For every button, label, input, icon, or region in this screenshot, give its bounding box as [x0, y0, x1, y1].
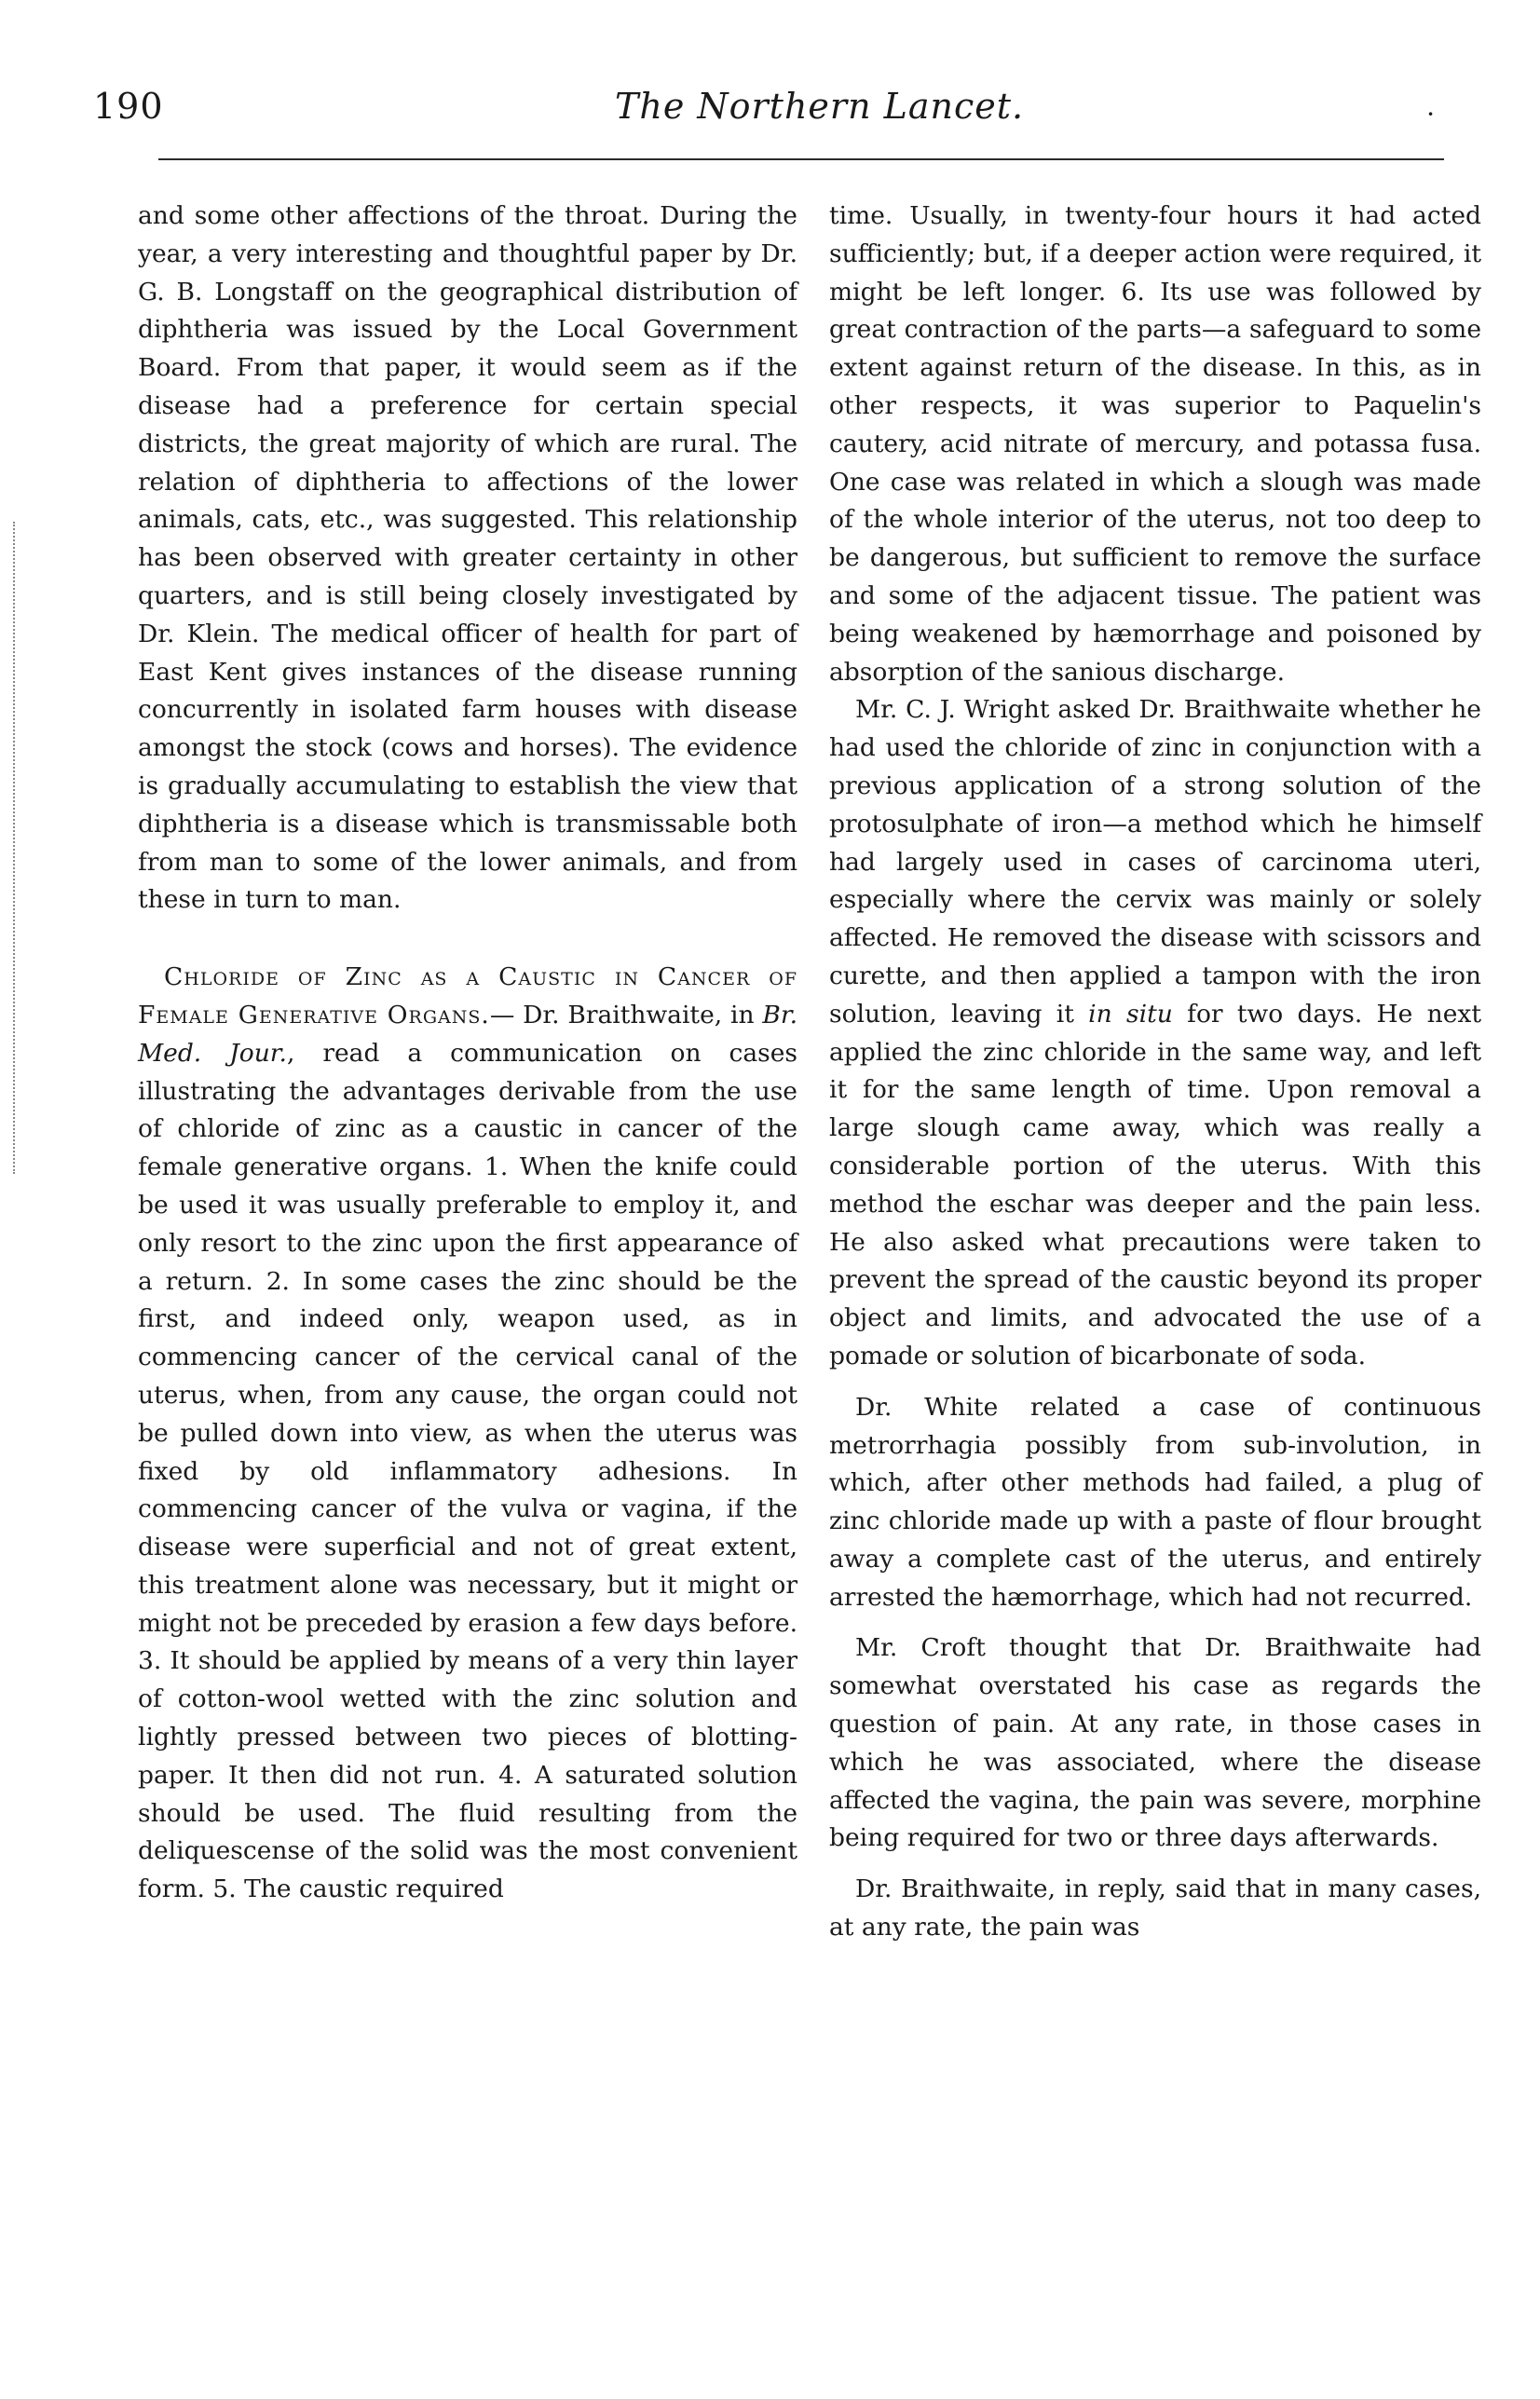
paragraph-chloride-of-zinc	[138, 959, 797, 1909]
paragraph-diphtheria: and some other affections of the throat. During the year, a very interesting and thoughtful paper by Dr. G. B. Longstaff on the geographical distribution of diphtheria was issued by the Local Government Board. From that paper, it would seem as if the disease had a preference for certain special districts, the great majority of which are rural. The relation of diphtheria to affections of the lower animals, cats, etc., was suggested. This relationship has been observed with greater certainty in other quarters, and is still being closely investigated by Dr. Klein. The medical officer of health for part of East Kent gives instances of the disease running concurrently in isolated farm houses with disease amongst the stock (cows and horses). The evidence is gradually accumulating to establish the view that diphtheria is a disease which is transmissable both from man to some of the lower animals, and from these in turn to man.	[138, 201, 797, 915]
paragraph-text: Mr. C. J. Wright asked Dr. Braithwaite whether he had used the chloride of zinc in conjunction with a previous application of a strong solution of the protosulphate of iron—a method which he himself had largely used in cases of carcinoma uteri, especially where the cervix was mainly or solely affected. He removed the disease with scissors and curette, and then applied a tampon with the iron solution, leaving it	[829, 695, 1481, 1029]
right-column	[829, 198, 1481, 1947]
paragraph-text: for two days. He next applied the zinc chloride in the same way, and left it for the same length of time. Upon removal a large slough came away, which was really a considerable portion of the uterus. With this method the eschar was deeper and the pain less. He also asked what precautions were taken to prevent the spread of the caustic beyond its proper object and limits, and advocated the use of a pomade or solution of bicarbonate of soda.	[829, 999, 1482, 1370]
page-header	[93, 86, 1472, 142]
margin-dotted-line	[13, 522, 19, 1174]
header-rule	[158, 158, 1444, 160]
journal-citation: Br. Med. Jour.	[138, 1000, 797, 1068]
paragraph-white: Dr. White related a case of continuous metrorrhagia possibly from sub-involution, in which, after other methods had failed, a plug of zinc chloride made up with a paste of flour brought away a complete cast of the uterus, and entirely arrested the hæmorrhage, which had not recurred.	[829, 1392, 1481, 1612]
paragraph-wright	[829, 691, 1481, 1375]
latin-term: in situ	[1088, 999, 1173, 1029]
page-number: 190	[93, 86, 164, 127]
left-column	[138, 198, 797, 1909]
paragraph-braithwaite-reply: Dr. Braithwaite, in reply, said that in many cases, at any rate, the pain was	[829, 1874, 1481, 1942]
paragraph-croft: Mr. Croft thought that Dr. Braithwaite had somewhat overstated his case as regards the question of pain. At any rate, in those cases in which he was associated, where the disease affected the vagina, the pain was severe, morphine being required for two or three days afterwards.	[829, 1633, 1481, 1853]
header-ornament: ·	[1426, 99, 1435, 129]
running-title: The Northern Lancet.	[615, 86, 1025, 127]
paragraph-continuation: time. Usually, in twenty-four hours it had acted sufficiently; but, if a deeper action were required, it might be left longer. 6. Its use was followed by great contraction of the parts—a safeguard to some extent against return of the disease. In this, as in other respects, it was superior to Paquelin's cautery, acid nitrate of mercury, and potassa fusa. One case was related in which a slough was made of the whole interior of the uterus, not too deep to be dangerous, but sufficient to remove the surface and some of the adjacent tissue. The patient was being weakened by hæmorrhage and poisoned by absorption of the sanious discharge.	[829, 201, 1481, 687]
paragraph-text: , read a communication on cases illustrating the advantages derivable from the use of chloride of zinc as a caustic in cancer of the female generative organs. 1. When the knife could be used it was usually preferable to employ it, and only resort to the zinc upon the first appearance of a return. 2. In some cases the zinc should be the first, and indeed only, weapon used, as in commencing cancer of the cervical canal of the uterus, when, from any cause, the organ could not be pulled down into view, as when the uterus was fixed by old inflammatory adhesions. In commencing cancer of the vulva or vagina, if the disease were superficial and not of great extent, this treatment alone was necessary, but it might or might not be preceded by erasion a few days before. 3. It should be applied by means of a very thin layer of cotton-wool wetted with the zinc solution and lightly pressed between two pieces of blotting-paper. It then did not run. 4. A saturated solution should be used. The fluid resulting from the deliquescense of the solid was the most convenient form. 5. The caustic required	[138, 1038, 797, 1904]
paragraph-text: — Dr. Braithwaite, in	[489, 1000, 763, 1029]
section-heading: Chloride of Zinc as a Caustic in Cancer of Female Generative Organs.	[138, 962, 797, 1029]
